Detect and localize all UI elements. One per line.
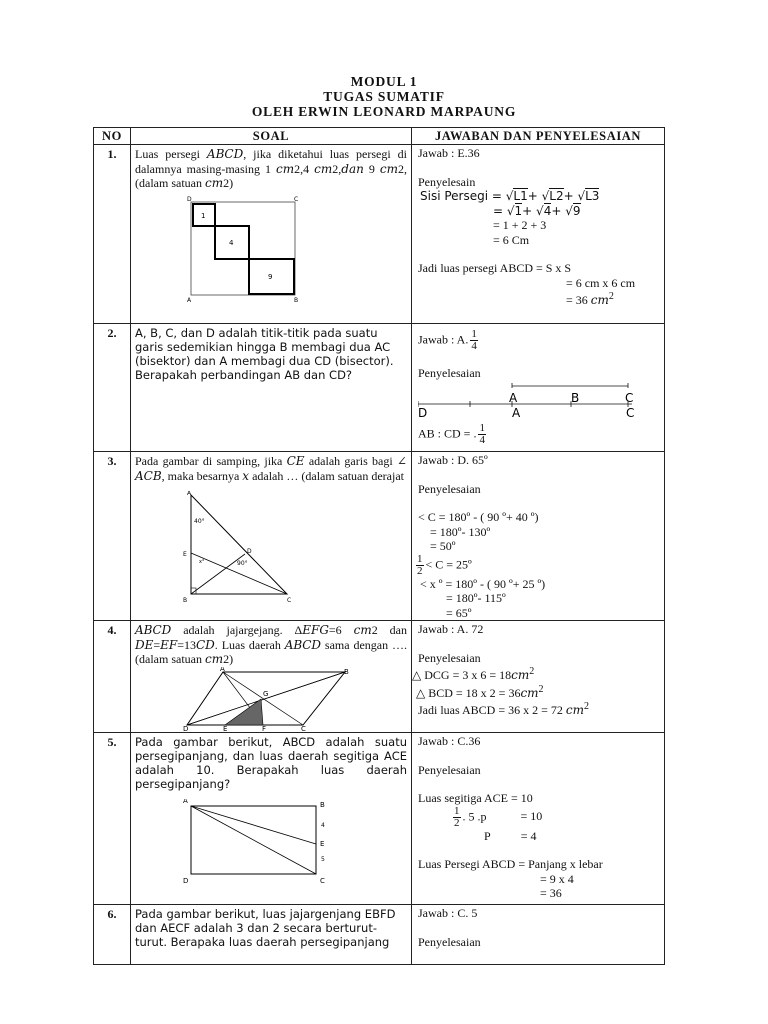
table-row xyxy=(94,452,665,621)
label-A: A xyxy=(187,491,192,497)
root-line: = √1+ √4+ √9 xyxy=(493,203,581,218)
label-C: C xyxy=(301,724,306,731)
triangle-figure xyxy=(179,491,309,606)
square-9-label: 9 xyxy=(268,272,273,281)
square-4-label: 4 xyxy=(229,238,234,247)
area-step: = 6 cm x 6 cm xyxy=(566,275,636,290)
length-5: 5 xyxy=(321,856,325,863)
label-B: B xyxy=(344,667,349,676)
area-line: Jadi luas persegi ABCD = S x S xyxy=(418,261,572,275)
label-A: A xyxy=(183,799,188,805)
row-number: 4. xyxy=(94,621,131,733)
rectangle-figure xyxy=(181,799,341,884)
title-author: OLEH ERWIN LEONARD MARPAUNG xyxy=(251,104,517,119)
row-number: 3. xyxy=(94,452,131,621)
label-C: C xyxy=(287,597,292,604)
square-1-label: 1 xyxy=(201,211,206,220)
table-row xyxy=(94,145,665,324)
sum-line: = 1 + 2 + 3 xyxy=(493,218,547,232)
label-D: D xyxy=(183,877,189,884)
squares-figure xyxy=(181,194,331,304)
answer-cell xyxy=(412,733,665,905)
question-text: Luas persegi 𝐴𝐵𝐶𝐷, jika diketahui luas persegi di dalamnya masing-masing 1 𝑐𝑚2,4 𝑐𝑚2,𝑑𝑎𝑛 9 𝑐𝑚2, (dalam satuan 𝑐𝑚2) xyxy=(135,147,407,190)
answer-cell xyxy=(412,452,665,621)
label-A: A xyxy=(187,296,192,304)
question-text: Pada gambar berikut, ABCD adalah suatu persegipanjang, dan luas daerah segitiga ACE adalah 10. Berapakah luas daerah persegipanjang? xyxy=(135,735,407,791)
answer-key: Jawab : E.36 xyxy=(418,146,480,160)
label-E: E xyxy=(320,840,325,848)
calc-line-6: = 36 xyxy=(540,886,562,900)
calc-line-1: △ DCG = 3 x 6 = 18𝑐𝑚$^2$ xyxy=(412,666,535,682)
calc-line-4: $\frac{1}{2}$ < C = 25º xyxy=(417,552,472,577)
calc-line-6: = 180º- 115º xyxy=(446,591,506,605)
title-tugas: TUGAS SUMATIF xyxy=(323,89,445,104)
top-B: B xyxy=(571,390,580,405)
label-E: E xyxy=(223,724,228,731)
calc-line-4: Luas Persegi ABCD = Panjang x lebar xyxy=(418,857,603,871)
angle-40: 40° xyxy=(194,518,205,525)
calc-line-1: < C = 180º - ( 90 º+ 40 º) xyxy=(418,510,539,524)
area-result: = 36 𝑐𝑚$^2$ xyxy=(566,291,614,307)
answer-cell xyxy=(412,324,665,452)
row-number: 1. xyxy=(94,145,131,324)
question-cell xyxy=(131,733,412,905)
ratio-line: AB : CD = . $\frac{1}{4}$ xyxy=(418,421,485,446)
row-number: 6. xyxy=(94,905,131,965)
calc-line-3: = 50º xyxy=(430,539,456,553)
question-text: 𝐴𝐵𝐶𝐷 adalah jajargejang. Δ𝐸𝐹𝐺=6 𝑐𝑚2 dan 𝐷𝐸=𝐸𝐹=13𝐶𝐷. Luas daerah 𝐴𝐵𝐶𝐷 sama dengan …. (dalam satuan 𝑐𝑚2) xyxy=(135,623,407,666)
table-header-row xyxy=(94,128,665,145)
question-cell xyxy=(131,324,412,452)
bottom-A: A xyxy=(512,405,521,420)
label-B: B xyxy=(183,597,188,604)
parallelogram-figure xyxy=(181,667,356,731)
label-B: B xyxy=(320,801,325,809)
label-C: C xyxy=(294,195,299,203)
calc-line-1: Luas segitiga ACE = 10 xyxy=(418,791,533,805)
solution-heading: Penyelesain xyxy=(418,174,476,189)
header-no: NO xyxy=(94,128,131,145)
question-text: A, B, C, dan D adalah titik-titik pada suatu garis sedemikian hingga B membagi dua AC (bisektor) dan A membagi dua CD (bisector). Berapakah perbandingan AB dan CD? xyxy=(135,326,394,382)
label-C: C xyxy=(320,877,325,884)
solution-heading: Penyelesaian xyxy=(418,650,481,665)
table-row xyxy=(94,324,665,452)
side-result: = 6 Cm xyxy=(493,232,530,247)
question-text: Pada gambar berikut, luas jajargenjang EBFD dan AECF adalah 3 dan 2 secara berturut-turut. Berapaka luas daerah persegipanjang xyxy=(135,907,396,949)
answer-key: Jawab : C.36 xyxy=(418,734,481,748)
calc-line-5: = 9 x 4 xyxy=(540,871,574,886)
sisi-line: Sisi Persegi = √L1+ √L2+ √L3 xyxy=(420,189,600,203)
solution-heading: Penyelesaian xyxy=(418,481,481,496)
label-D: D xyxy=(187,195,192,203)
calc-line-5: < x º = 180º - ( 90 º+ 25 º) xyxy=(420,576,546,591)
question-cell xyxy=(131,145,412,324)
bottom-C: C xyxy=(626,405,635,420)
solution-heading: Penyelesaian xyxy=(418,366,481,380)
number-line-figure xyxy=(418,383,658,423)
length-4: 4 xyxy=(321,822,325,829)
label-E: E xyxy=(183,551,187,558)
header-soal: SOAL xyxy=(131,128,412,145)
answer-key: Jawab : A. 72 xyxy=(418,622,484,636)
answer-key: Jawab : C. 5 xyxy=(418,906,478,920)
label-D: D xyxy=(183,724,189,731)
label-F: F xyxy=(262,724,267,731)
calc-line-2: $\frac{1}{2}$ . 5 .p = 10 xyxy=(454,804,543,829)
label-G: G xyxy=(263,689,269,698)
row-number: 5. xyxy=(94,733,131,905)
header-jawaban: JAWABAN DAN PENYELESAIAN xyxy=(412,128,665,145)
label-A: A xyxy=(220,666,225,673)
answer-cell xyxy=(412,621,665,733)
calc-line-2: = 180º- 130º xyxy=(430,524,491,539)
table-row xyxy=(94,621,665,733)
question-cell xyxy=(131,905,412,965)
answer-cell xyxy=(412,905,665,965)
answer-key: Jawab : A. $\frac{1}{4}$ xyxy=(418,328,477,352)
top-C: C xyxy=(625,390,634,405)
table-row xyxy=(94,733,665,905)
answer-cell xyxy=(412,145,665,324)
calc-line-3: P = 4 xyxy=(484,828,537,843)
calc-line-2: △ BCD = 18 x 2 = 36𝑐𝑚$^2$ xyxy=(416,683,544,700)
angle-90: 90° xyxy=(237,560,248,567)
question-text: Pada gambar di samping, jika 𝐶𝐸 adalah garis bagi ∠ 𝐴𝐶𝐵, maka besarnya 𝑥 adalah … (dalam satuan derajat xyxy=(135,454,407,483)
answer-key: Jawab : D. 65º xyxy=(418,453,488,467)
top-A: A xyxy=(509,390,518,405)
label-D: D xyxy=(247,548,252,555)
question-cell xyxy=(131,452,412,621)
bottom-D: D xyxy=(418,405,428,420)
solution-heading: Penyelesaian xyxy=(418,934,481,949)
question-table xyxy=(93,127,665,965)
calc-line-3: Jadi luas ABCD = 36 x 2 = 72 𝑐𝑚$^2$ xyxy=(418,701,589,717)
solution-heading: Penyelesaian xyxy=(418,762,481,777)
question-cell xyxy=(131,621,412,733)
calc-line-7: = 65º xyxy=(446,605,472,620)
angle-x: x° xyxy=(199,559,205,565)
title-modul: MODUL 1 xyxy=(350,74,418,89)
table-row xyxy=(94,905,665,965)
label-B: B xyxy=(294,296,299,304)
row-number: 2. xyxy=(94,324,131,452)
